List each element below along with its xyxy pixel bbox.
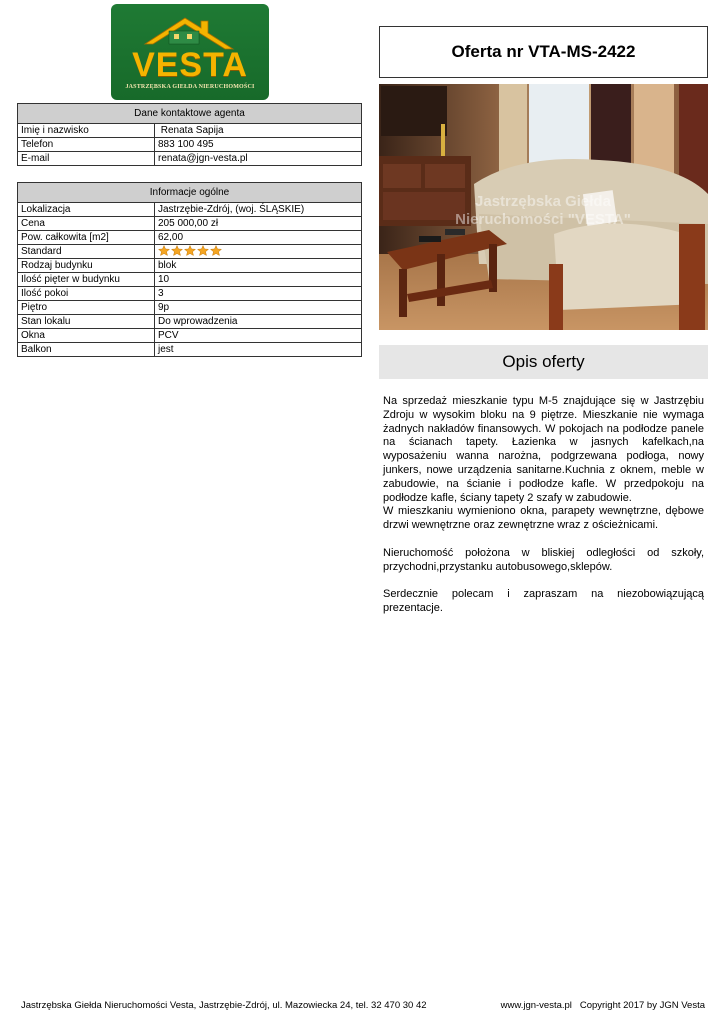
row-value: 205 000,00 zł <box>155 217 362 231</box>
company-logo <box>111 4 269 100</box>
standard-rating <box>155 245 362 259</box>
row-label: Ilość pokoi <box>18 287 155 301</box>
row-label: Lokalizacja <box>18 203 155 217</box>
table-row <box>18 152 362 166</box>
table-row <box>18 245 362 259</box>
table-row <box>18 259 362 273</box>
watermark-line-1: Jastrzębska Giełda <box>475 193 611 210</box>
star-icon <box>171 245 183 256</box>
footer-address: Jastrzębska Giełda Nieruchomości Vesta, Jastrzębie-Zdrój, ul. Mazowiecka 24, tel. 32 470 30 42 <box>21 1000 427 1011</box>
row-label: Standard <box>18 245 155 259</box>
agent-name-value: Renata Sapija <box>155 124 362 138</box>
row-value: Do wprowadzenia <box>155 315 362 329</box>
description-paragraph: Na sprzedaż mieszkanie typu M-5 znajdujące się w Jastrzębiu Zdroju w wysokim bloku na 9 piętrze. Mieszkanie nie wymaga żadnych nakładów finansowych. W pokojach na podłodze panele na ścianach tapety. Łazienka w jasnych kafelkach,na wyposażeniu wanna narożna, podgrzewana podłoga, nowy junkers, nowe urządzenia sanitarne.Kuchnia z oknem, meble w zabudowie, na ścianie i podłodze kafle. W przedpokoju na podłodze kafle, ściany tapety 2 szafy w zabudowie. <box>383 395 704 504</box>
table-row <box>18 231 362 245</box>
contact-header: Dane kontaktowe agenta <box>18 104 362 124</box>
star-icon <box>197 245 209 256</box>
table-row <box>18 315 362 329</box>
table-row <box>18 124 362 138</box>
general-header: Informacje ogólne <box>18 183 362 203</box>
description-heading: Opis oferty <box>379 345 708 379</box>
offer-title: Oferta nr VTA-MS-2422 <box>379 26 708 78</box>
row-value: 9p <box>155 301 362 315</box>
row-label: Balkon <box>18 343 155 357</box>
logo-subtitle: JASTRZĘBSKA GIEŁDA NIERUCHOMOŚCI <box>125 84 255 90</box>
description-paragraph: Serdecznie polecam i zapraszam na niezobowiązującą prezentacje. <box>383 588 704 614</box>
agent-contact-table <box>17 103 362 166</box>
row-value: Jastrzębie-Zdrój, (woj. ŚLĄSKIE) <box>155 203 362 217</box>
logo-name: VESTA <box>132 46 248 84</box>
phone-value: 883 100 495 <box>155 138 362 152</box>
property-photo[interactable] <box>379 84 708 330</box>
description-paragraph: W mieszkaniu wymieniono okna, parapety wewnętrzne, dębowe drzwi wewnętrzne oraz zewnętrzne wraz z ościeżnicami. <box>383 505 704 532</box>
row-label: Piętro <box>18 301 155 315</box>
row-label: Telefon <box>18 138 155 152</box>
star-icon <box>158 245 170 256</box>
watermark-line-2: Nieruchomości "VESTA" <box>455 211 631 228</box>
table-row <box>18 343 362 357</box>
table-row <box>18 273 362 287</box>
table-row <box>18 301 362 315</box>
row-value: jest <box>155 343 362 357</box>
row-label: Okna <box>18 329 155 343</box>
row-label: Rodzaj budynku <box>18 259 155 273</box>
table-row <box>18 138 362 152</box>
description-paragraph: Nieruchomość położona w bliskiej odległości od szkoły, przychodni,przystanku autobusowego,sklepów. <box>383 546 704 573</box>
table-row <box>18 287 362 301</box>
table-row <box>18 217 362 231</box>
row-value: PCV <box>155 329 362 343</box>
row-label: Ilość pięter w budynku <box>18 273 155 287</box>
row-label: Pow. całkowita [m2] <box>18 231 155 245</box>
general-info-table <box>17 182 362 357</box>
living-room-image <box>379 84 708 330</box>
table-row <box>18 203 362 217</box>
row-value: blok <box>155 259 362 273</box>
row-label: Cena <box>18 217 155 231</box>
footer-website-link[interactable]: www.jgn-vesta.pl <box>500 1000 572 1011</box>
star-rating <box>158 245 222 256</box>
row-label: E-mail <box>18 152 155 166</box>
table-row <box>18 329 362 343</box>
description-text <box>383 395 704 630</box>
row-label: Stan lokalu <box>18 315 155 329</box>
star-icon <box>184 245 196 256</box>
footer-right <box>501 1000 705 1011</box>
row-value: 10 <box>155 273 362 287</box>
row-label: Imię i nazwisko <box>18 124 155 138</box>
email-value: renata@jgn-vesta.pl <box>155 152 362 166</box>
row-value: 62,00 <box>155 231 362 245</box>
star-icon <box>210 245 222 256</box>
row-value: 3 <box>155 287 362 301</box>
footer-copyright: Copyright 2017 by JGN Vesta <box>579 1000 705 1011</box>
